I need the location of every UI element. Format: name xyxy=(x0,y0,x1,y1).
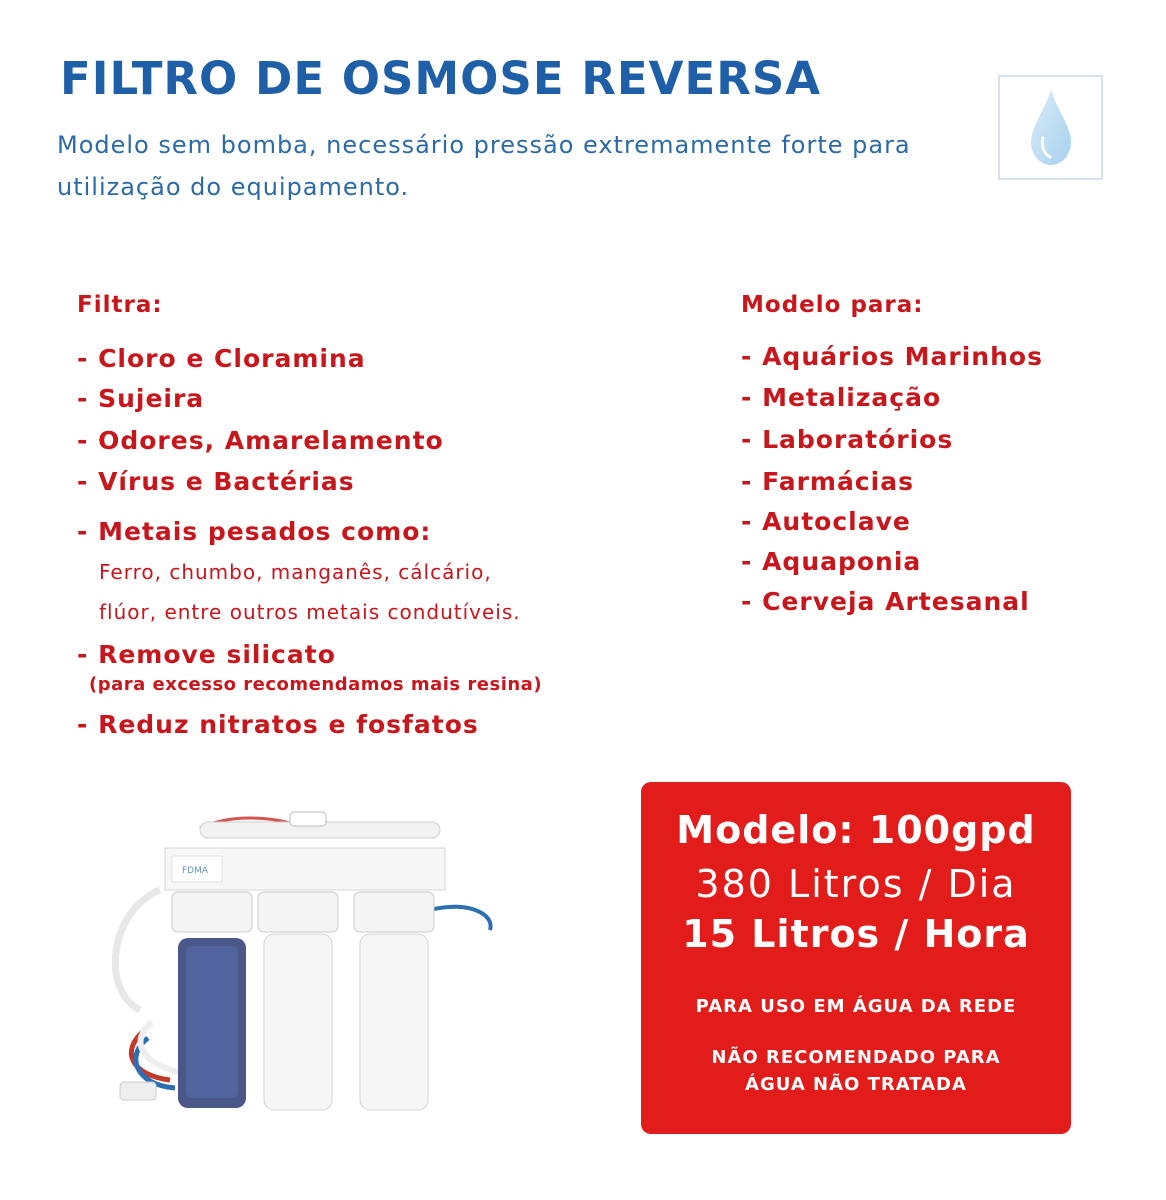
use-item: - Aquários Marinhos xyxy=(741,342,1043,371)
metals-note: flúor, entre outros metais condutíveis. xyxy=(99,600,521,624)
spec-box xyxy=(641,782,1071,1134)
uses-heading: Modelo para: xyxy=(741,292,924,318)
logo-box xyxy=(998,75,1103,180)
brand-label: FDMA xyxy=(182,866,209,876)
use-item: - Cerveja Artesanal xyxy=(741,587,1030,616)
spec-model: Modelo: 100gpd xyxy=(676,808,1036,852)
filter-item: - Remove silicato xyxy=(77,640,336,669)
filter-item: - Cloro e Cloramina xyxy=(77,344,366,373)
filter-item: - Odores, Amarelamento xyxy=(77,426,444,455)
use-item: - Metalização xyxy=(741,383,942,412)
use-item: - Aquaponia xyxy=(741,547,922,576)
use-item: - Autoclave xyxy=(741,507,911,536)
filter-item: - Reduz nitratos e fosfatos xyxy=(77,710,479,739)
water-drop-icon xyxy=(1027,88,1075,168)
filter-item: - Sujeira xyxy=(77,384,205,413)
reverse-osmosis-filter-illustration xyxy=(100,800,510,1120)
filter-item: - Metais pesados como: xyxy=(77,517,432,546)
silicate-note: (para excesso recomendamos mais resina) xyxy=(89,674,543,695)
use-item: - Farmácias xyxy=(741,467,914,496)
page-subtitle: Modelo sem bomba, necessário pressão extremamente forte para utilização do equipamento. xyxy=(57,131,911,201)
spec-usage-note: PARA USO EM ÁGUA DA REDE xyxy=(695,996,1017,1017)
spec-warning-note: NÃO RECOMENDADO PARA ÁGUA NÃO TRATADA xyxy=(711,1047,1001,1095)
filter-item: - Vírus e Bactérias xyxy=(77,467,355,496)
spec-liters-hour: 15 Litros / Hora xyxy=(682,912,1030,956)
filters-heading: Filtra: xyxy=(77,292,163,318)
metals-note: Ferro, chumbo, manganês, cálcário, xyxy=(99,560,492,584)
product-image xyxy=(100,800,510,1120)
spec-liters-day: 380 Litros / Dia xyxy=(695,862,1017,906)
use-item: - Laboratórios xyxy=(741,425,954,454)
page-title: FILTRO DE OSMOSE REVERSA xyxy=(60,52,822,105)
